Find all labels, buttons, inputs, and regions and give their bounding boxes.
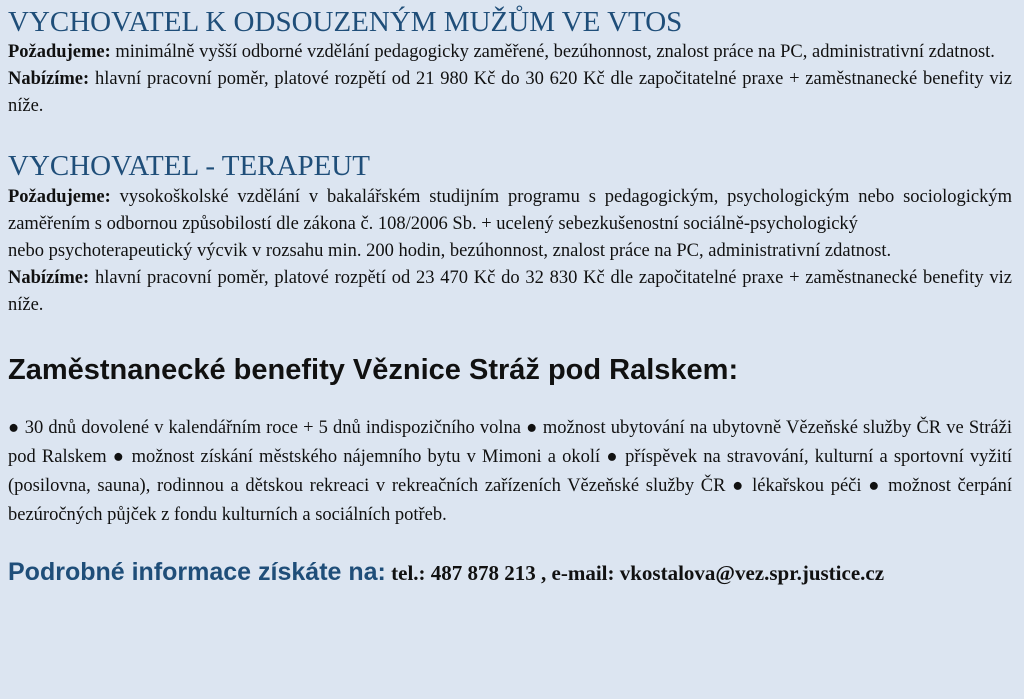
contact-details: tel.: 487 878 213 , e-mail: vkostalova@vez.spr.justice.cz <box>385 561 885 586</box>
offer-text: hlavní pracovní poměr, platové rozpětí od 23 470 Kč do 32 830 Kč dle započitatelné praxe + zaměstnanecké benefity viz níže. <box>8 267 1012 315</box>
offer-label: Nabízíme: <box>8 267 90 288</box>
contact-line <box>8 558 1012 587</box>
requirements-continuation: nebo psychoterapeutický výcvik v rozsahu min. 200 hodin, bezúhonnost, znalost práce na PC, administrativní zdatnost. <box>8 240 892 261</box>
requirements-label: Požadujeme: <box>8 186 111 207</box>
job-title-vychovatel: VYCHOVATEL K ODSOUZENÝM MUŽŮM VE VTOS <box>8 6 683 38</box>
offer-label: Nabízíme: <box>8 69 90 90</box>
offer-paragraph <box>8 66 1012 120</box>
requirements-label: Požadujeme: <box>8 42 111 63</box>
requirements-paragraph <box>8 39 1012 66</box>
contact-lead: Podrobné informace získáte na: <box>8 558 386 587</box>
requirements-text: vysokoškolské vzdělání v bakalářském studijním programu s pedagogickým, psychologickým nebo sociologickým zaměřením s odbornou způsobilostí dle zákona č. 108/2006 Sb. + ucelený sebezkušenostní sociálně-psychologický <box>8 186 1012 234</box>
job-title-terapeut: VYCHOVATEL - TERAPEUT <box>8 150 370 183</box>
offer-paragraph <box>8 265 1012 319</box>
offer-text: hlavní pracovní poměr, platové rozpětí od 21 980 Kč do 30 620 Kč dle započitatelné praxe + zaměstnanecké benefity viz níže. <box>8 69 1012 117</box>
benefits-heading: Zaměstnanecké benefity Věznice Stráž pod Ralskem: <box>8 353 739 386</box>
requirements-paragraph <box>8 184 1012 238</box>
requirements-text: minimálně vyšší odborné vzdělání pedagogicky zaměřené, bezúhonnost, znalost práce na PC, administrativní zdatnost. <box>110 42 995 63</box>
benefits-list: ● 30 dnů dovolené v kalendářním roce + 5 dnů indispozičního volna ● možnost ubytování na ubytovně Vězeňské služby ČR ve Stráži pod Ralskem ● možnost získání městského nájemního bytu v Mimoni a okolí ● příspěvek na stravování, kulturní a sportovní vyžití (posilovna, sauna), rodinnou a dětskou rekreaci v rekreačních zařízeních Vězeňské služby ČR ● lékařskou péči ● možnost čerpání bezúročných půjček z fondu kulturních a sociálních potřeb. <box>8 418 1012 526</box>
